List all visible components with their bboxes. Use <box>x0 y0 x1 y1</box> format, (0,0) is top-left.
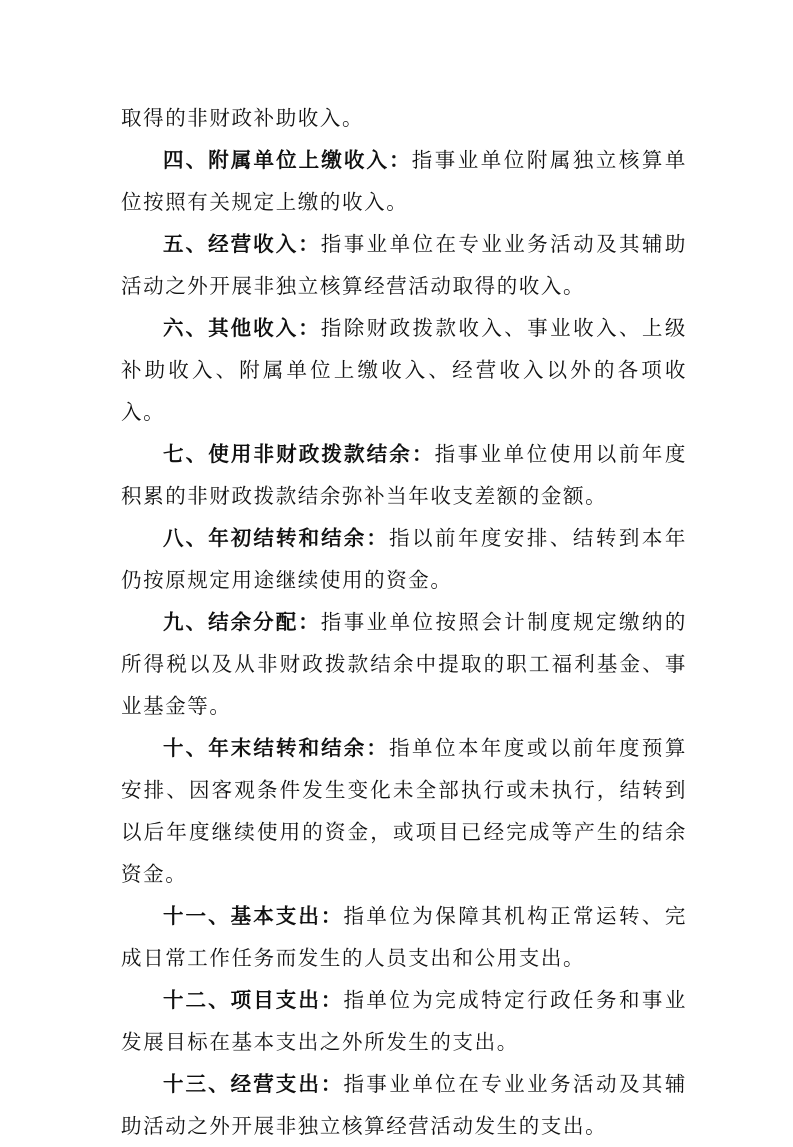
paragraph-text: 指事业单位在专业业务活动及其辅助活动之外开展非独立核算经营活动发生的支出。 <box>121 1072 687 1138</box>
paragraph-text: 指除财政拨款收入、事业收入、上级补助收入、附属单位上缴收入、经营收入以外的各项收入。 <box>121 316 687 424</box>
paragraph-text: 指事业单位按照会计制度规定缴纳的所得税以及从非财政拨款结余中提取的职工福利基金、事业基金等。 <box>121 610 687 718</box>
paragraph-text: 指单位为完成特定行政任务和事业发展目标在基本支出之外所发生的支出。 <box>121 988 687 1054</box>
paragraph-opening-carryover <box>121 517 687 601</box>
paragraph-operating-expenditure <box>121 1063 687 1147</box>
term-heading: 四、附属单位上缴收入： <box>163 148 412 172</box>
paragraph-other-income <box>121 307 687 433</box>
paragraph-basic-expenditure <box>121 895 687 979</box>
paragraph-text: 指以前年度安排、结转到本年仍按原规定用途继续使用的资金。 <box>121 526 687 592</box>
paragraph-affiliated-unit-income <box>121 139 687 223</box>
paragraph-text: 指单位本年度或以前年度预算安排、因客观条件发生变化未全部执行或未执行，结转到以后年度继续使用的资金，或项目已经完成等产生的结余资金。 <box>121 736 687 886</box>
paragraph-operating-income <box>121 223 687 307</box>
paragraph-text: 指单位为保障其机构正常运转、完成日常工作任务而发生的人员支出和公用支出。 <box>121 904 687 970</box>
term-heading: 七、使用非财政拨款结余： <box>163 442 435 466</box>
document-body <box>121 97 687 1147</box>
paragraph-project-expenditure <box>121 979 687 1063</box>
term-heading: 六、其他收入： <box>163 316 321 340</box>
term-heading: 五、经营收入： <box>163 232 321 256</box>
paragraph-text: 指事业单位在专业业务活动及其辅助活动之外开展非独立核算经营活动取得的收入。 <box>121 232 687 298</box>
term-heading: 十三、经营支出： <box>163 1072 344 1096</box>
paragraph-text: 指事业单位附属独立核算单位按照有关规定上缴的收入。 <box>121 148 687 214</box>
paragraph-text: 指事业单位使用以前年度积累的非财政拨款结余弥补当年收支差额的金额。 <box>121 442 687 508</box>
term-heading: 十、年末结转和结余： <box>163 736 389 760</box>
paragraph-use-of-nonfiscal-balance <box>121 433 687 517</box>
paragraph-text: 取得的非财政补助收入。 <box>121 106 365 130</box>
paragraph-balance-distribution <box>121 601 687 727</box>
term-heading: 八、年初结转和结余： <box>163 526 389 550</box>
paragraph-continuation <box>121 97 687 139</box>
term-heading: 十二、项目支出： <box>163 988 344 1012</box>
term-heading: 九、结余分配： <box>163 610 321 634</box>
paragraph-closing-carryover <box>121 727 687 895</box>
term-heading: 十一、基本支出： <box>163 904 344 928</box>
